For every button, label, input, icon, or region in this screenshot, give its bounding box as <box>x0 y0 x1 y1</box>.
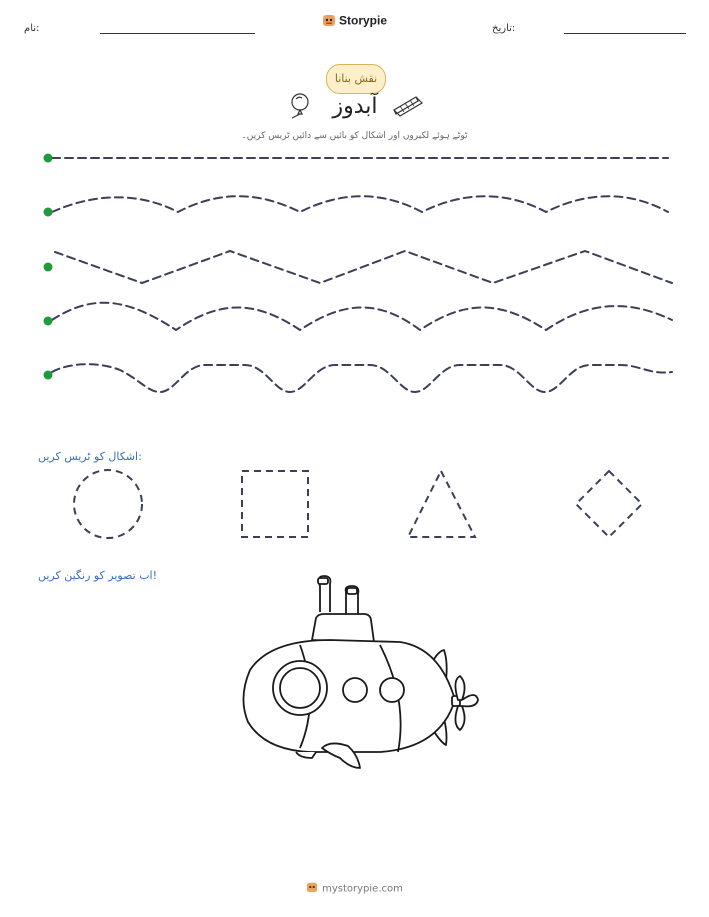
storypie-logo-icon <box>306 881 318 896</box>
tracing-lines[interactable] <box>52 158 672 392</box>
brand-name: Storypie <box>338 13 387 28</box>
trace-circle <box>74 470 142 538</box>
coloring-heading: اب تصویر کو رنگین کریں! <box>38 569 158 582</box>
trace-diamond <box>576 471 642 537</box>
footer-url[interactable]: mystorypie.com <box>322 883 403 895</box>
trace-shapes[interactable] <box>74 470 642 538</box>
trace-line-bumps <box>52 364 672 392</box>
trace-triangle <box>408 471 475 537</box>
balloon-icon <box>292 94 308 118</box>
date-label: تاریخ: <box>492 23 516 34</box>
submarine-illustration[interactable] <box>243 576 478 768</box>
start-dots <box>44 154 53 380</box>
worksheet-title: آبدوز <box>332 94 378 119</box>
eraser-icon <box>394 97 422 116</box>
footer <box>0 881 709 896</box>
worksheet-badge: نقش بنانا <box>326 64 386 94</box>
trace-line-wave-2 <box>52 303 672 330</box>
trace-line-zigzag <box>55 251 672 283</box>
name-label: نام: <box>24 23 40 34</box>
trace-line-wave-1 <box>52 196 668 212</box>
shapes-heading: اشکال کو ٹریس کریں: <box>38 450 142 463</box>
trace-square <box>242 471 308 537</box>
worksheet-instruction: ٹوٹے ہوئے لکیروں اور اشکال کو بائیں سے دائیں ٹریس کریں۔ <box>241 131 468 141</box>
